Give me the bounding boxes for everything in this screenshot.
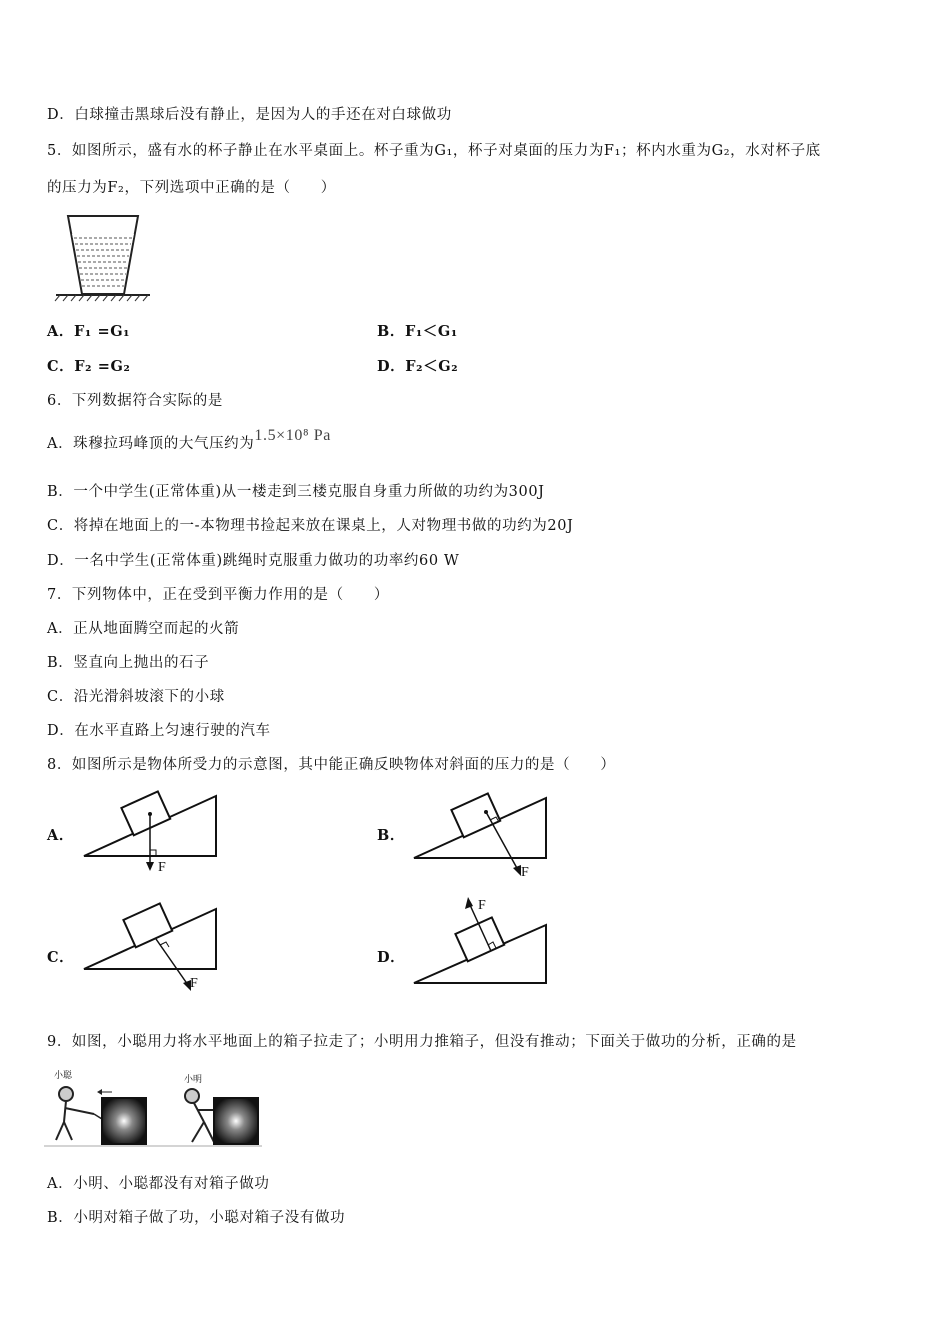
q8-label-b: B．: [377, 827, 405, 844]
incline-diagram-b: [410, 786, 552, 878]
incline-diagram-c: [80, 895, 222, 995]
q6-stem: 6．下列数据符合实际的是: [47, 393, 223, 409]
q9-stem: 9．如图，小聪用力将水平地面上的箱子拉走了；小明用力推箱子，但没有推动；下面关于做功的分析，正确的是: [47, 1034, 797, 1050]
q6-option-a-math: 1.5×10⁸ Pa: [254, 427, 331, 444]
q8-stem: 8．如图所示是物体所受力的示意图，其中能正确反映物体对斜面的压力的是（ ）: [47, 757, 616, 773]
q6-option-a-text: A．珠穆拉玛峰顶的大气压约为: [47, 436, 255, 452]
force-label-d: F: [478, 898, 486, 913]
q6-option-b: B．一个中学生(正常体重)从一楼走到三楼克服自身重力所做的功约为300J: [47, 484, 545, 500]
q5-option-d: D．F₂＜G₂: [377, 358, 459, 375]
q4-option-d: D．白球撞击黑球后没有静止，是因为人的手还在对白球做功: [47, 107, 452, 123]
q7-option-b: B．竖直向上抛出的石子: [47, 655, 210, 671]
q6-option-c: C．将掉在地面上的一-本物理书捡起来放在课桌上，人对物理书做的功约为20J: [47, 518, 574, 534]
name-xiaoming: 小明: [184, 1075, 203, 1085]
pull-push-box-figure: [44, 1064, 262, 1154]
q8-label-c: C．: [47, 949, 75, 966]
q8-label-a: A．: [47, 827, 74, 844]
q5-option-a: A．F₁ =G₁: [47, 323, 131, 340]
incline-diagram-a: [80, 784, 222, 876]
incline-diagram-d: [410, 893, 552, 989]
q5-stem-line2: 的压力为F₂，下列选项中正确的是（ ）: [47, 180, 336, 196]
q5-option-b: B．F₁＜G₁: [377, 323, 458, 340]
q7-option-c: C．沿光滑斜坡滚下的小球: [47, 689, 225, 705]
force-label-a: F: [158, 860, 166, 875]
force-label-b: F: [521, 865, 529, 878]
cup-of-water-figure: [52, 212, 152, 302]
q7-option-a: A．正从地面腾空而起的火箭: [47, 621, 240, 637]
q7-option-d: D．在水平直路上匀速行驶的汽车: [47, 723, 271, 739]
q6-option-d: D．一名中学生(正常体重)跳绳时克服重力做功的功率约60 W: [47, 553, 460, 569]
name-xiaocong: 小聪: [54, 1071, 73, 1081]
q7-stem: 7．下列物体中，正在受到平衡力作用的是（ ）: [47, 587, 390, 603]
force-label-c: F: [190, 976, 198, 991]
q5-stem-line1: 5．如图所示，盛有水的杯子静止在水平桌面上。杯子重为G₁，杯子对桌面的压力为F₁；杯内水重为G₂，水对杯子底: [47, 143, 821, 159]
q5-option-c: C．F₂ =G₂: [47, 358, 131, 375]
q8-label-d: D．: [377, 949, 406, 966]
q9-option-b: B．小明对箱子做了功，小聪对箱子没有做功: [47, 1210, 346, 1226]
q9-option-a: A．小明、小聪都没有对箱子做功: [47, 1176, 270, 1192]
q6-option-a: [47, 427, 331, 453]
